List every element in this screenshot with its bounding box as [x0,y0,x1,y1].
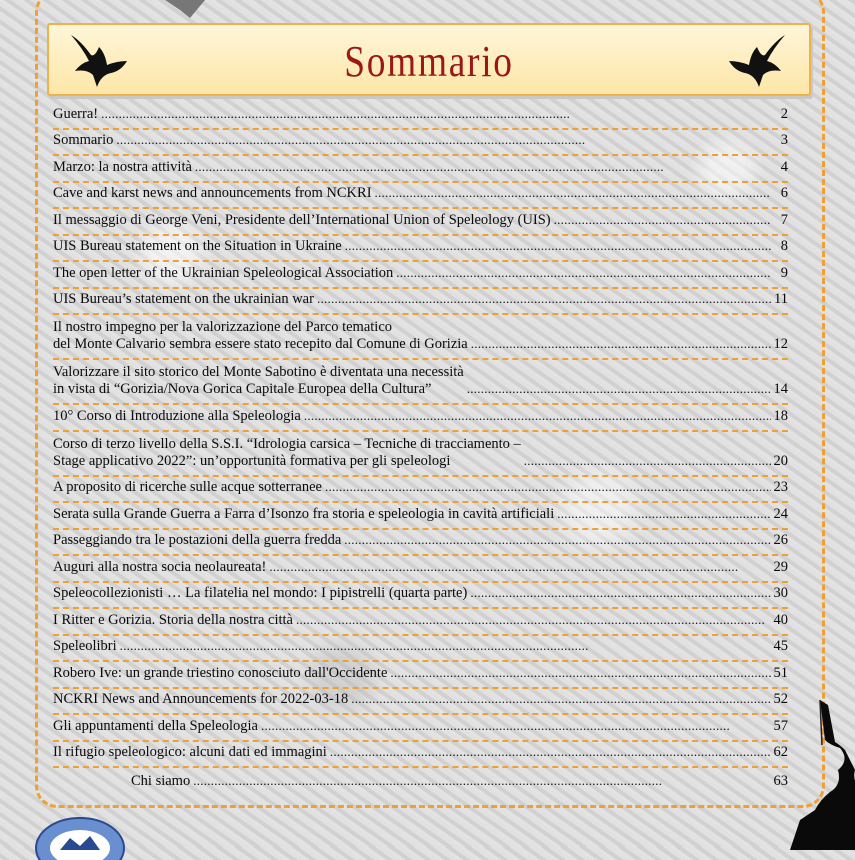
dot-leader [557,505,770,523]
toc-entry-title-line: Passeggiando tra le postazioni della guerra fredda [53,532,342,548]
toc-page-number: 8 [780,238,788,254]
caver-silhouette [770,700,855,850]
table-of-contents [53,103,788,795]
toc-entry-title-line: Il messaggio di George Veni, Presidente dell’International Union of Speleology (UIS) [53,211,551,228]
dot-leader [261,717,771,735]
toc-entry[interactable] [53,262,788,289]
toc-entry[interactable] [53,583,788,610]
toc-entry[interactable] [53,130,788,157]
club-logo [30,810,130,860]
toc-page-number: 11 [774,291,788,307]
toc-entry-title [53,159,192,176]
dot-leader [325,478,771,496]
toc-entry-title [53,408,301,425]
dot-leader [317,290,771,308]
dot-leader [524,452,771,470]
toc-page-number: 20 [773,452,788,469]
toc-entry-title-line: Robero Ive: un grande triestino conosciuto dall'Occidente [53,664,388,681]
dot-leader [193,772,770,790]
dot-leader [304,407,771,425]
toc-entry-title-line: Corso di terzo livello della S.S.I. “Idrologia carsica – Tecniche di tracciamento – [53,435,521,452]
toc-entry[interactable] [53,768,788,795]
dot-leader [101,105,771,123]
toc-entry-title [53,291,314,308]
dot-leader [554,211,771,229]
toc-entry-title-line: Auguri alla nostra socia neolaureata! [53,558,267,575]
toc-entry[interactable] [53,477,788,504]
dot-leader [467,380,771,398]
toc-entry-title [53,479,322,496]
toc-page-number: 14 [773,381,788,397]
toc-page-number: 18 [773,407,788,424]
toc-page-number: 57 [773,717,788,734]
toc-entry[interactable] [53,689,788,716]
toc-entry[interactable] [53,360,788,405]
toc-entry-title [53,585,467,602]
toc-entry-title-line: del Monte Calvario sembra essere stato recepito dal Comune di Gorizia [53,336,468,352]
toc-entry-title-line: Speleocollezionisti … La filatelia nel mondo: I pipistrelli (quarta parte) [53,585,468,601]
toc-entry-title-line: Stage applicativo 2022”: un’opportunità formativa per gli speleologi [53,452,451,469]
toc-entry-title [53,773,190,790]
dot-leader [120,637,771,655]
page-title: Sommario [344,37,514,86]
toc-entry-title [53,718,258,735]
toc-entry-title-line: in vista di “Gorizia/Nova Gorica Capitale Europea della Cultura” [53,381,432,397]
toc-page-number: 23 [773,479,788,495]
toc-entry-title-line: Il rifugio speleologico: alcuni dati ed immagini [53,744,327,760]
toc-entry[interactable] [53,432,788,477]
dot-leader [195,158,771,176]
toc-page-number: 9 [780,264,788,281]
toc-page-number: 51 [773,664,788,681]
toc-entry[interactable] [53,289,788,316]
toc-entry[interactable] [53,636,788,663]
toc-entry[interactable] [53,530,788,557]
toc-entry[interactable] [53,715,788,742]
toc-entry-title-line: Gli appuntamenti della Speleologia [53,717,258,734]
toc-page-number: 45 [773,638,788,654]
toc-entry[interactable] [53,183,788,210]
toc-page-number: 52 [773,691,788,707]
toc-entry-title-line: Sommario [53,132,114,148]
toc-entry-title [53,265,393,282]
toc-entry-title-line: Serata sulla Grande Guerra a Farra d’Isonzo fra storia e speleologia in cavità artificiali [53,505,555,522]
header-banner [47,23,811,96]
toc-entry-title [53,185,372,202]
toc-entry-title-line: I Ritter e Gorizia. Storia della nostra città [53,611,293,628]
dot-leader [470,584,770,602]
dot-leader [116,131,771,149]
toc-entry-title-line: Cave and karst news and announcements from NCKRI [53,185,372,201]
dot-leader [345,237,771,255]
toc-page-number: 6 [780,185,788,201]
toc-entry[interactable] [53,236,788,263]
toc-entry-title-line: Valorizzare il sito storico del Monte Sabotino è diventata una necessità [53,364,464,380]
toc-page-number: 2 [780,105,788,122]
toc-entry[interactable] [53,156,788,183]
dot-leader [344,531,770,549]
toc-entry-title [53,612,293,629]
toc-entry-title-line: A proposito di ricerche sulle acque sotterranee [53,479,322,495]
toc-entry-title [53,364,464,398]
dot-leader [471,335,771,353]
toc-page-number: 24 [773,505,788,522]
toc-entry[interactable] [53,209,788,236]
dot-leader [375,184,771,202]
toc-entry-title [53,559,266,576]
toc-entry-title [53,744,327,761]
dot-leader [390,664,770,682]
toc-page-number: 7 [780,211,788,228]
toc-entry-title [53,238,342,255]
toc-entry-title-line: UIS Bureau’s statement on the ukrainian war [53,291,314,307]
dot-leader [351,690,770,708]
dot-leader [296,611,771,629]
toc-entry-title [53,106,98,123]
toc-entry-title-line: UIS Bureau statement on the Situation in Ukraine [53,238,342,254]
toc-entry-title-line: Guerra! [53,105,99,122]
toc-page-number: 63 [773,772,788,789]
toc-entry-title-line: Il nostro impegno per la valorizzazione del Parco tematico [53,319,393,335]
toc-entry-title-line: 10° Corso di Introduzione alla Speleologia [53,407,301,424]
toc-entry[interactable] [53,742,788,769]
toc-page-number: 4 [780,158,788,175]
toc-entry[interactable] [53,662,788,689]
toc-entry-title-line: The open letter of the Ukrainian Speleological Association [53,264,394,281]
toc-entry-title [53,665,387,682]
toc-entry-title [53,691,348,708]
toc-page-number: 26 [773,532,788,548]
toc-entry-title-line: Marzo: la nostra attività [53,158,192,175]
toc-page-number: 3 [780,132,788,148]
dot-leader [269,558,770,576]
toc-entry-title [53,638,117,655]
toc-entry[interactable] [53,315,788,360]
toc-entry-title [53,212,551,229]
toc-entry[interactable] [53,405,788,432]
dot-leader [330,743,771,761]
toc-entry-title [53,532,341,549]
toc-entry[interactable] [53,103,788,130]
toc-entry-title [53,319,468,353]
toc-page-number: 62 [773,744,788,760]
toc-entry-title-line: NCKRI News and Announcements for 2022-03-18 [53,691,349,707]
toc-entry[interactable] [53,503,788,530]
toc-entry-title [53,436,521,470]
toc-entry-title-line: Speleolibri [53,638,117,654]
toc-entry-title-line: Chi siamo [131,772,191,789]
toc-entry-title [53,506,554,523]
toc-page-number: 30 [773,585,788,601]
dot-leader [396,264,771,282]
toc-page-number: 40 [773,611,788,628]
toc-entry-title [53,132,113,149]
toc-entry[interactable] [53,556,788,583]
toc-page-number: 12 [773,336,788,352]
toc-entry[interactable] [53,609,788,636]
toc-page-number: 29 [773,558,788,575]
bat-icon [725,31,795,89]
